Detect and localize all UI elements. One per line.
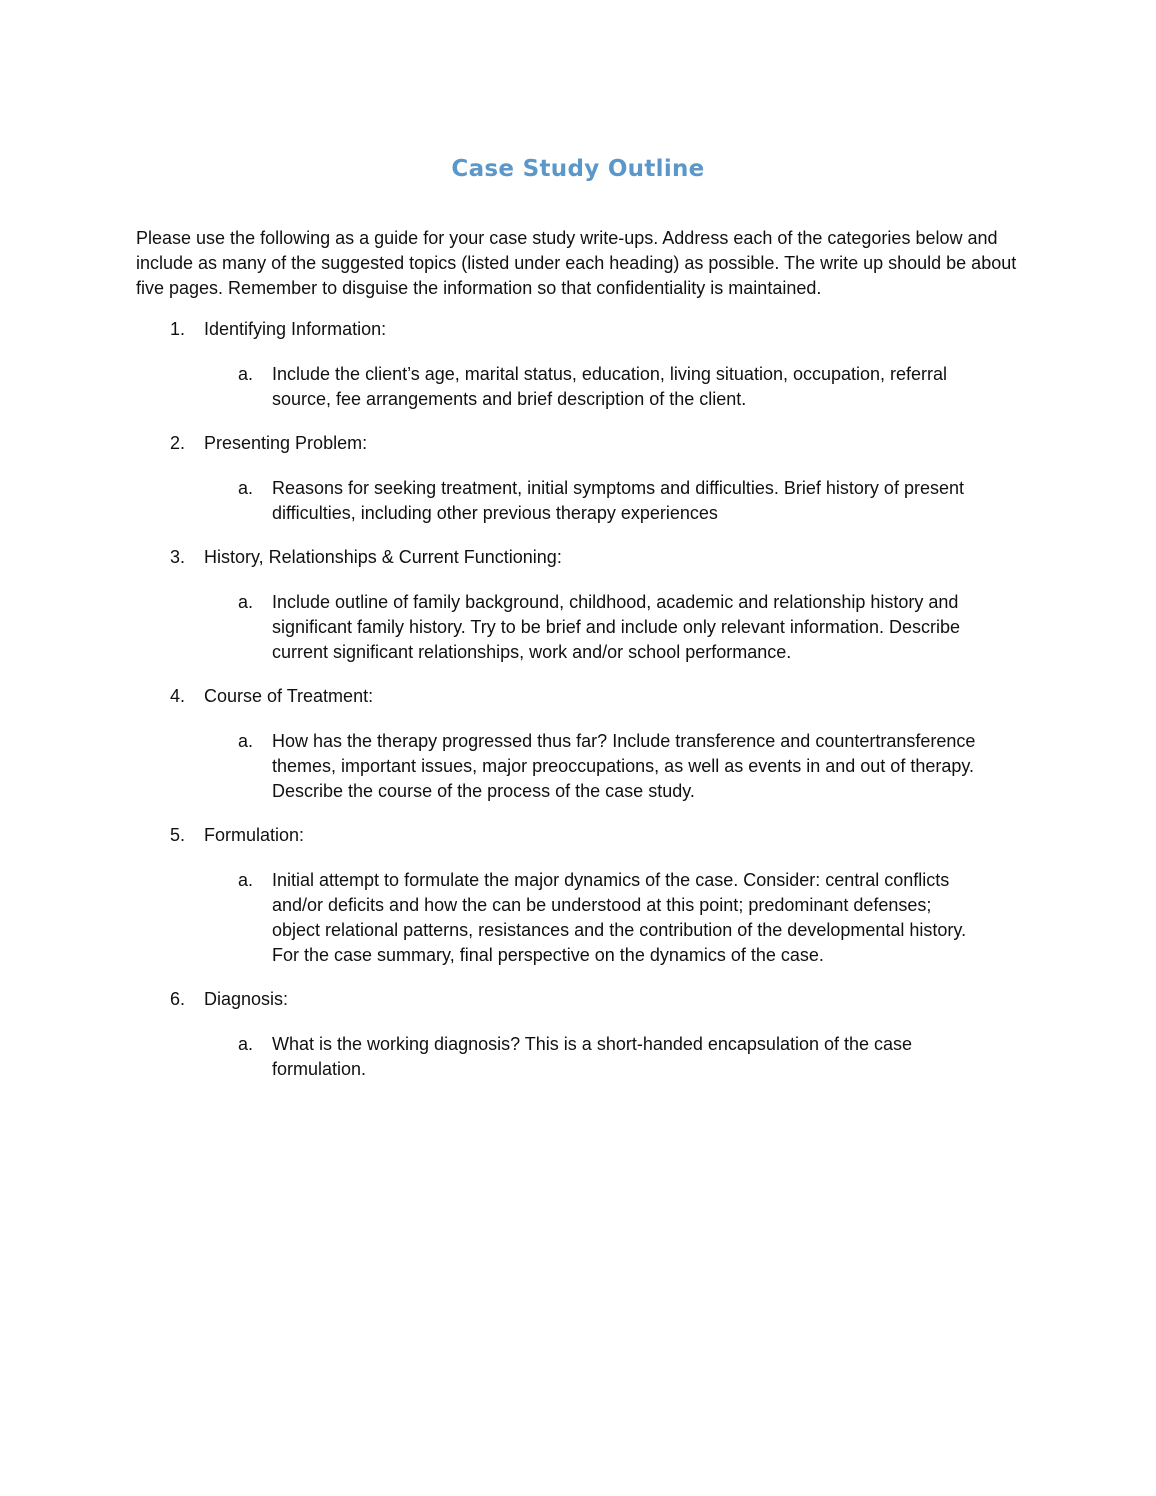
subitem-line: What is the working diagnosis? This is a short-handed encapsulation of the case <box>272 1034 913 1054</box>
subitem <box>0 1032 1156 1082</box>
section-label: Presenting Problem: <box>204 433 368 453</box>
outline-section <box>0 987 1156 1082</box>
subitem-line: themes, important issues, major preoccupations, as well as events in and out of therapy. <box>272 756 975 776</box>
subitem-line: significant family history. Try to be brief and include only relevant information. Describe <box>272 617 960 637</box>
subitem-letter: a. <box>238 592 254 612</box>
section-label: Diagnosis: <box>204 989 289 1009</box>
section-label: History, Relationships & Current Functioning: <box>204 547 562 567</box>
subitem-line: source, fee arrangements and brief description of the client. <box>272 389 747 409</box>
subitem-letter: a. <box>238 870 254 890</box>
section-number: 2. <box>170 433 186 453</box>
subitem-text <box>272 1032 1032 1082</box>
section-number: 5. <box>170 825 186 845</box>
section-number: 1. <box>170 319 186 339</box>
subitem-letter: a. <box>238 731 254 751</box>
subitem-line: formulation. <box>272 1059 367 1079</box>
subitem-letter: a. <box>238 478 254 498</box>
subitem-text <box>272 729 1032 804</box>
section-heading <box>0 823 1156 848</box>
section-heading <box>0 987 1156 1012</box>
outline-section <box>0 545 1156 665</box>
outline-section <box>0 317 1156 412</box>
subitem-text <box>272 590 1032 665</box>
subitem-text <box>272 476 1032 526</box>
section-heading <box>0 317 1156 342</box>
subitem-text <box>272 868 1032 968</box>
subitem-line: difficulties, including other previous therapy experiences <box>272 503 718 523</box>
subitem-line: Initial attempt to formulate the major dynamics of the case. Consider: central conflicts <box>272 870 950 890</box>
section-number: 4. <box>170 686 186 706</box>
intro-paragraph: Please use the following as a guide for your case study write-ups. Address each of the categories below and include as many of the suggested topics (listed under each heading) as possible. The write up should be about five pages. Remember to disguise the information so that confidentiality is maintained. <box>136 228 1017 298</box>
section-number: 6. <box>170 989 186 1009</box>
subitem-text <box>272 362 1032 412</box>
subitem-line: For the case summary, final perspective on the dynamics of the case. <box>272 945 824 965</box>
subitem-line: Include the client’s age, marital status, education, living situation, occupation, referral <box>272 364 948 384</box>
outline-section <box>0 684 1156 804</box>
section-heading <box>0 431 1156 456</box>
section-number: 3. <box>170 547 186 567</box>
outline-section <box>0 431 1156 526</box>
section-label: Identifying Information: <box>204 319 387 339</box>
subitem <box>0 476 1156 526</box>
outline-list <box>0 317 1156 1101</box>
subitem <box>0 590 1156 665</box>
subitem-line: How has the therapy progressed thus far? Include transference and countertransference <box>272 731 976 751</box>
subitem <box>0 868 1156 968</box>
section-heading <box>0 684 1156 709</box>
subitem-line: Reasons for seeking treatment, initial symptoms and difficulties. Brief history of present <box>272 478 964 498</box>
subitem-line: object relational patterns, resistances and the contribution of the developmental history. <box>272 920 967 940</box>
subitem-letter: a. <box>238 364 254 384</box>
subitem-line: and/or deficits and how the can be understood at this point; predominant defenses; <box>272 895 932 915</box>
page-title: Case Study Outline <box>451 156 705 182</box>
subitem <box>0 729 1156 804</box>
subitem-line: Include outline of family background, childhood, academic and relationship history and <box>272 592 959 612</box>
subitem-letter: a. <box>238 1034 254 1054</box>
outline-section <box>0 823 1156 968</box>
subitem-line: current significant relationships, work and/or school performance. <box>272 642 792 662</box>
section-label: Course of Treatment: <box>204 686 374 706</box>
subitem <box>0 362 1156 412</box>
subitem-line: Describe the course of the process of the case study. <box>272 781 695 801</box>
section-label: Formulation: <box>204 825 305 845</box>
section-heading <box>0 545 1156 570</box>
